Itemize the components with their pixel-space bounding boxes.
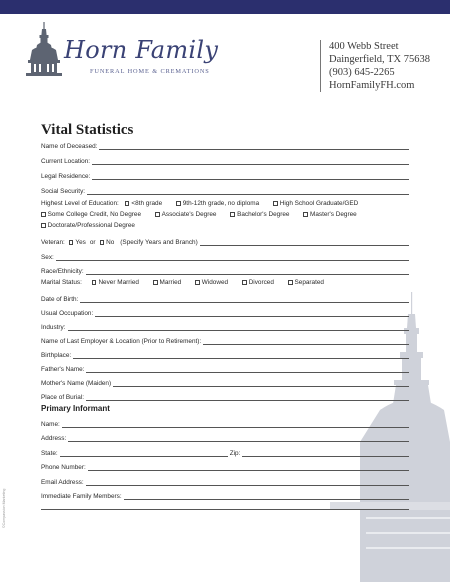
fill-line-state[interactable] [60,456,228,457]
field-informant-name[interactable] [41,417,409,428]
checkbox[interactable] [100,240,105,245]
fill-line[interactable] [92,179,409,180]
marital-option-never-married[interactable]: Never Married [92,279,139,286]
field-label: Race/Ethnicity: [41,268,84,275]
marital-label: Marital Status: [41,279,82,286]
section-heading-primary-informant: Primary Informant [41,404,110,413]
education-option-some-college[interactable]: Some College Credit, No Degree [41,211,141,218]
fill-line[interactable] [86,485,409,486]
veteran-detail-label: (Specify Years and Branch) [120,239,198,246]
fill-line[interactable] [124,499,409,500]
field-label: Date of Birth: [41,296,79,303]
checkbox[interactable] [155,212,160,217]
fill-line[interactable] [86,274,409,275]
field-birthplace[interactable] [41,348,409,359]
contact-website[interactable]: HornFamilyFH.com [329,80,415,91]
field-label: Social Security: [41,188,86,195]
field-label: Usual Occupation: [41,310,94,317]
contact-phone: (903) 645-2265 [329,67,395,78]
brand-subtitle: FUNERAL HOME & CREMATIONS [90,68,210,75]
field-label: Mother's Name (Maiden) [41,380,112,387]
fill-line[interactable] [200,245,409,246]
field-date-of-birth[interactable] [41,292,409,303]
education-row-3 [41,222,149,229]
field-immediate-family[interactable] [41,489,409,500]
education-option-doctorate[interactable]: Doctorate/Professional Degree [41,222,135,229]
fill-line[interactable] [80,302,409,303]
field-label: Birthplace: [41,352,72,359]
field-legal-residence[interactable] [41,169,409,180]
fill-line[interactable] [99,149,409,150]
page-title: Vital Statistics [41,122,134,138]
field-usual-occupation[interactable] [41,306,409,317]
checkbox[interactable] [242,280,247,285]
contact-block [320,40,430,92]
checkbox[interactable] [41,223,46,228]
marital-status-row [41,279,338,286]
fill-line[interactable] [87,194,409,195]
education-option-masters[interactable]: Master's Degree [303,211,356,218]
contact-street: 400 Webb Street [329,41,399,52]
field-label: Father's Name: [41,366,85,373]
building-logo-icon [24,22,64,80]
field-informant-phone[interactable] [41,460,409,471]
field-current-location[interactable] [41,154,409,165]
checkbox[interactable] [153,280,158,285]
fill-line[interactable] [62,427,409,428]
fill-line[interactable] [56,260,409,261]
checkbox[interactable] [69,240,74,245]
education-option-bachelors[interactable]: Bachelor's Degree [230,211,289,218]
field-label: Industry: [41,324,66,331]
checkbox[interactable] [125,201,130,206]
education-option-hs-ged[interactable]: High School Graduate/GED [273,200,358,207]
field-label: Place of Burial: [41,394,84,401]
contact-city: Daingerfield, TX 75638 [329,54,430,65]
field-label: Email Address: [41,479,84,486]
fill-line[interactable] [86,400,409,401]
field-label: Current Location: [41,158,91,165]
field-label: Phone Number: [41,464,86,471]
education-option-less-8th[interactable]: <8th grade [125,200,162,207]
checkbox[interactable] [303,212,308,217]
fill-line[interactable] [203,344,409,345]
field-social-security[interactable] [41,184,409,195]
field-place-of-burial[interactable] [41,390,409,401]
field-informant-address[interactable] [41,431,409,442]
education-row-2 [41,211,371,218]
field-fathers-name[interactable] [41,362,409,373]
veteran-yes-option[interactable]: Yes [69,239,86,246]
field-label: Sex: [41,254,54,261]
extra-fill-line[interactable] [41,509,409,510]
brand-name: Horn Family [64,36,219,64]
veteran-or: or [89,239,96,246]
field-veteran [41,235,409,246]
field-label: Name of Last Employer & Location (Prior to Retirement): [41,338,202,345]
top-color-bar [0,0,450,14]
fill-line[interactable] [88,470,409,471]
marital-option-married[interactable]: Married [153,279,181,286]
education-label: Highest Level of Education: [41,200,119,207]
checkbox[interactable] [288,280,293,285]
field-label-state: State: [41,450,58,457]
field-label: Address: [41,435,67,442]
field-informant-email[interactable] [41,475,409,486]
field-label: Name: [41,421,60,428]
field-race-ethnicity[interactable] [41,264,409,275]
field-sex[interactable] [41,250,409,261]
marital-option-divorced[interactable]: Divorced [242,279,274,286]
marital-option-separated[interactable]: Separated [288,279,324,286]
education-row-1 [41,200,372,207]
fill-line[interactable] [113,386,409,387]
field-industry[interactable] [41,320,409,331]
field-label-zip: Zip: [229,450,241,457]
fill-line[interactable] [92,164,409,165]
field-informant-state-zip [41,446,409,457]
field-name-of-deceased[interactable] [41,139,409,150]
field-label: Name of Deceased: [41,143,98,150]
checkbox[interactable] [41,212,46,217]
field-last-employer[interactable] [41,334,409,345]
fill-line[interactable] [86,372,409,373]
fill-line[interactable] [68,441,409,442]
checkbox[interactable] [92,280,97,285]
checkbox[interactable] [176,201,181,206]
veteran-label: Veteran: [41,239,65,246]
checkbox[interactable] [195,280,200,285]
side-credit-note: ©Compassion Marketing [2,488,6,528]
veteran-no-option[interactable]: No [100,239,115,246]
field-mothers-name[interactable] [41,376,409,387]
education-option-9-12[interactable]: 9th-12th grade, no diploma [176,200,259,207]
education-option-associates[interactable]: Associate's Degree [155,211,216,218]
field-label: Legal Residence: [41,173,91,180]
logo [24,22,219,84]
fill-line[interactable] [73,358,409,359]
fill-line-zip[interactable] [242,456,409,457]
checkbox[interactable] [273,201,278,206]
fill-line[interactable] [68,330,409,331]
checkbox[interactable] [230,212,235,217]
field-label: Immediate Family Members: [41,493,122,500]
fill-line[interactable] [95,316,409,317]
marital-option-widowed[interactable]: Widowed [195,279,228,286]
